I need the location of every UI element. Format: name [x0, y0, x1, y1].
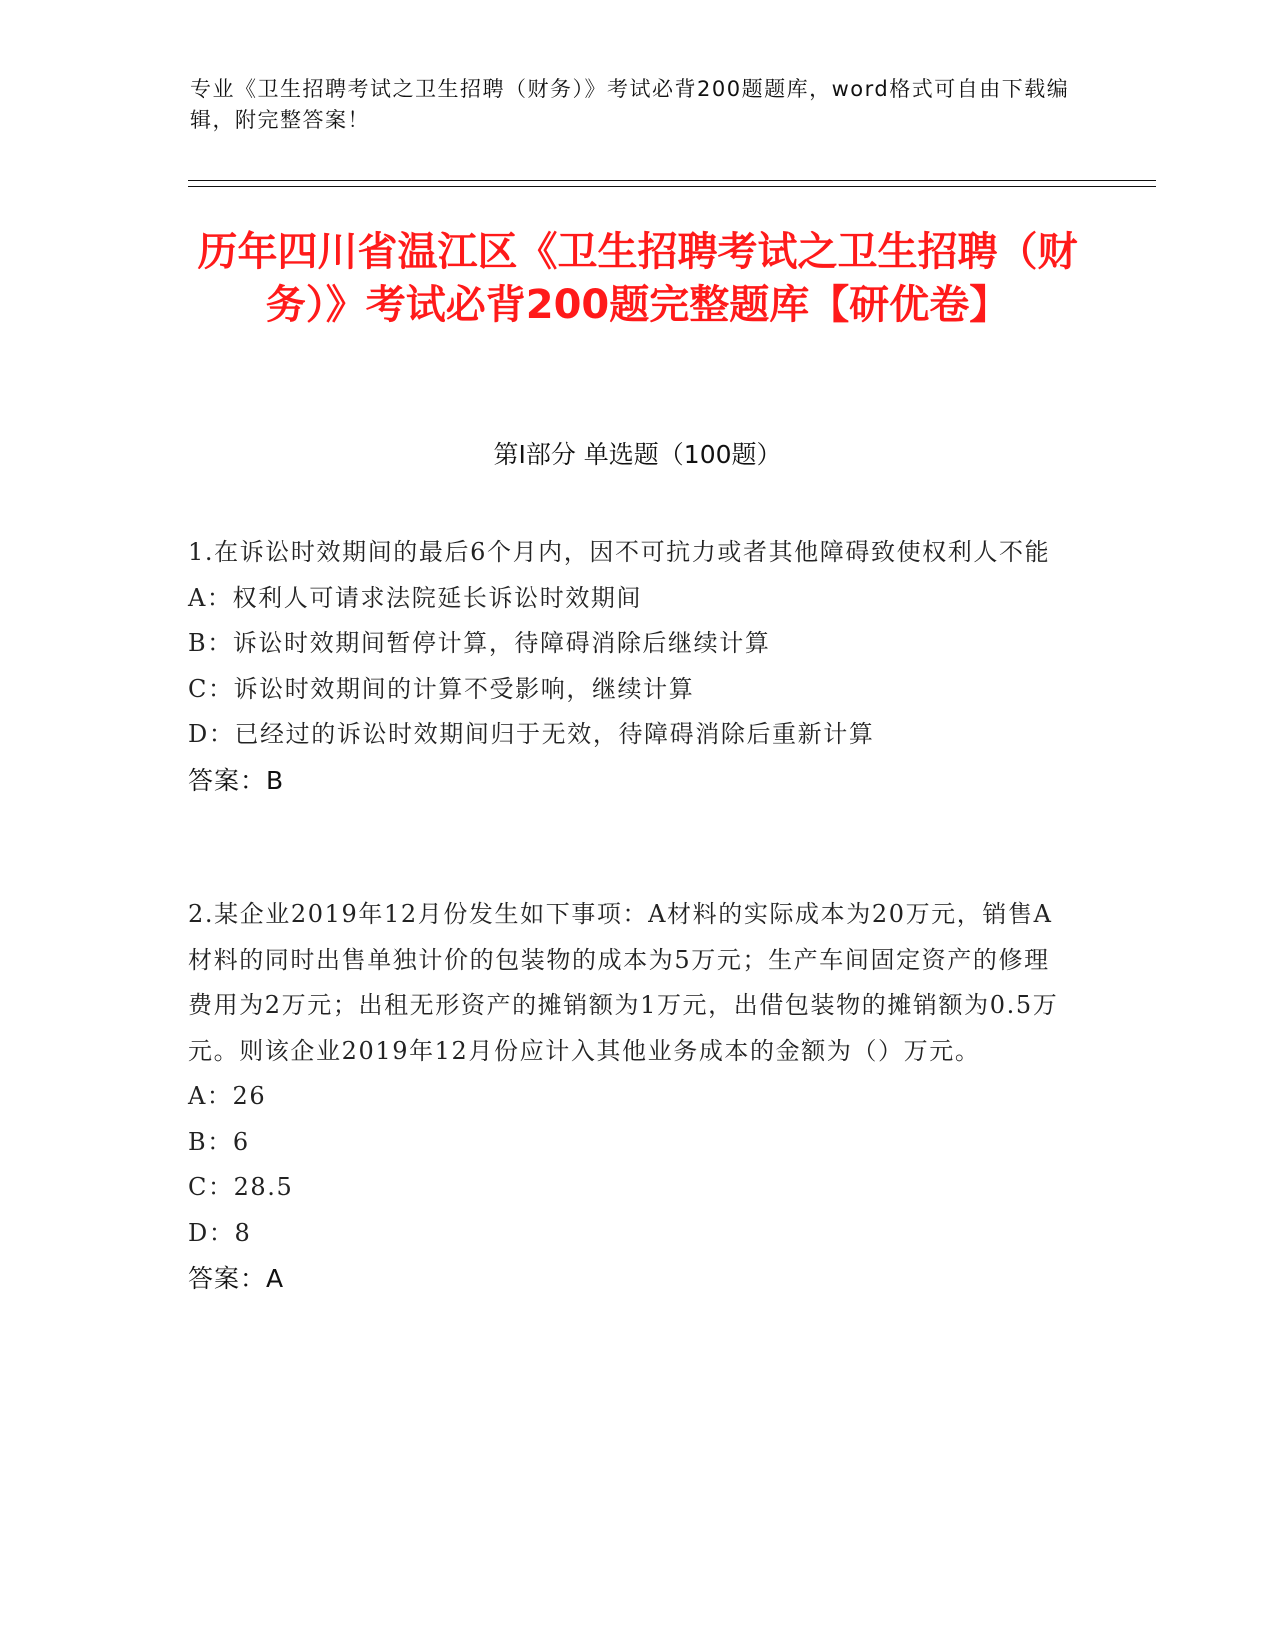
- answer: 答案：A: [188, 1264, 285, 1293]
- option-b: B：6: [188, 1127, 250, 1156]
- answer: 答案：B: [188, 765, 285, 795]
- option-c: C：诉讼时效期间的计算不受影响，继续计算: [188, 674, 695, 703]
- option-c: C：28.5: [188, 1173, 294, 1201]
- option-d: D：8: [188, 1218, 252, 1247]
- option-a: A：权利人可请求法院延长诉讼时效期间: [188, 583, 643, 612]
- question-2: [188, 892, 1068, 1302]
- question-stem: 2.某企业2019年12月份发生如下事项：A材料的实际成本为20万元，销售A材料的同时出售单独计价的包装物的成本为5万元；生产车间固定资产的修理费用为2万元；出租无形资产的摊销额为1万元，出借包装物的摊销额为0.5万元。则该企业2019年12月份应计入其他业务成本的金额为（）万元。: [188, 900, 1059, 1065]
- header-divider-top: [188, 180, 1156, 181]
- option-d: D：已经过的诉讼时效期间归于无效，待障碍消除后重新计算: [188, 720, 875, 748]
- question-stem: 1.在诉讼时效期间的最后6个月内，因不可抗力或者其他障碍致使权利人不能: [188, 538, 1051, 566]
- option-a: A：26: [188, 1082, 267, 1110]
- option-b: B：诉讼时效期间暂停计算，待障碍消除后继续计算: [188, 629, 771, 657]
- header-note: 专业《卫生招聘考试之卫生招聘（财务）》考试必背200题题库，word格式可自由下载编辑，附完整答案！: [190, 77, 1070, 132]
- header-divider-bottom: [188, 186, 1156, 187]
- section-title: 第I部分 单选题（100题）: [493, 440, 782, 469]
- question-1: [188, 530, 1068, 803]
- document-title: 历年四川省温江区《卫生招聘考试之卫生招聘（财务）》考试必背200题完整题库【研优卷】: [197, 229, 1078, 328]
